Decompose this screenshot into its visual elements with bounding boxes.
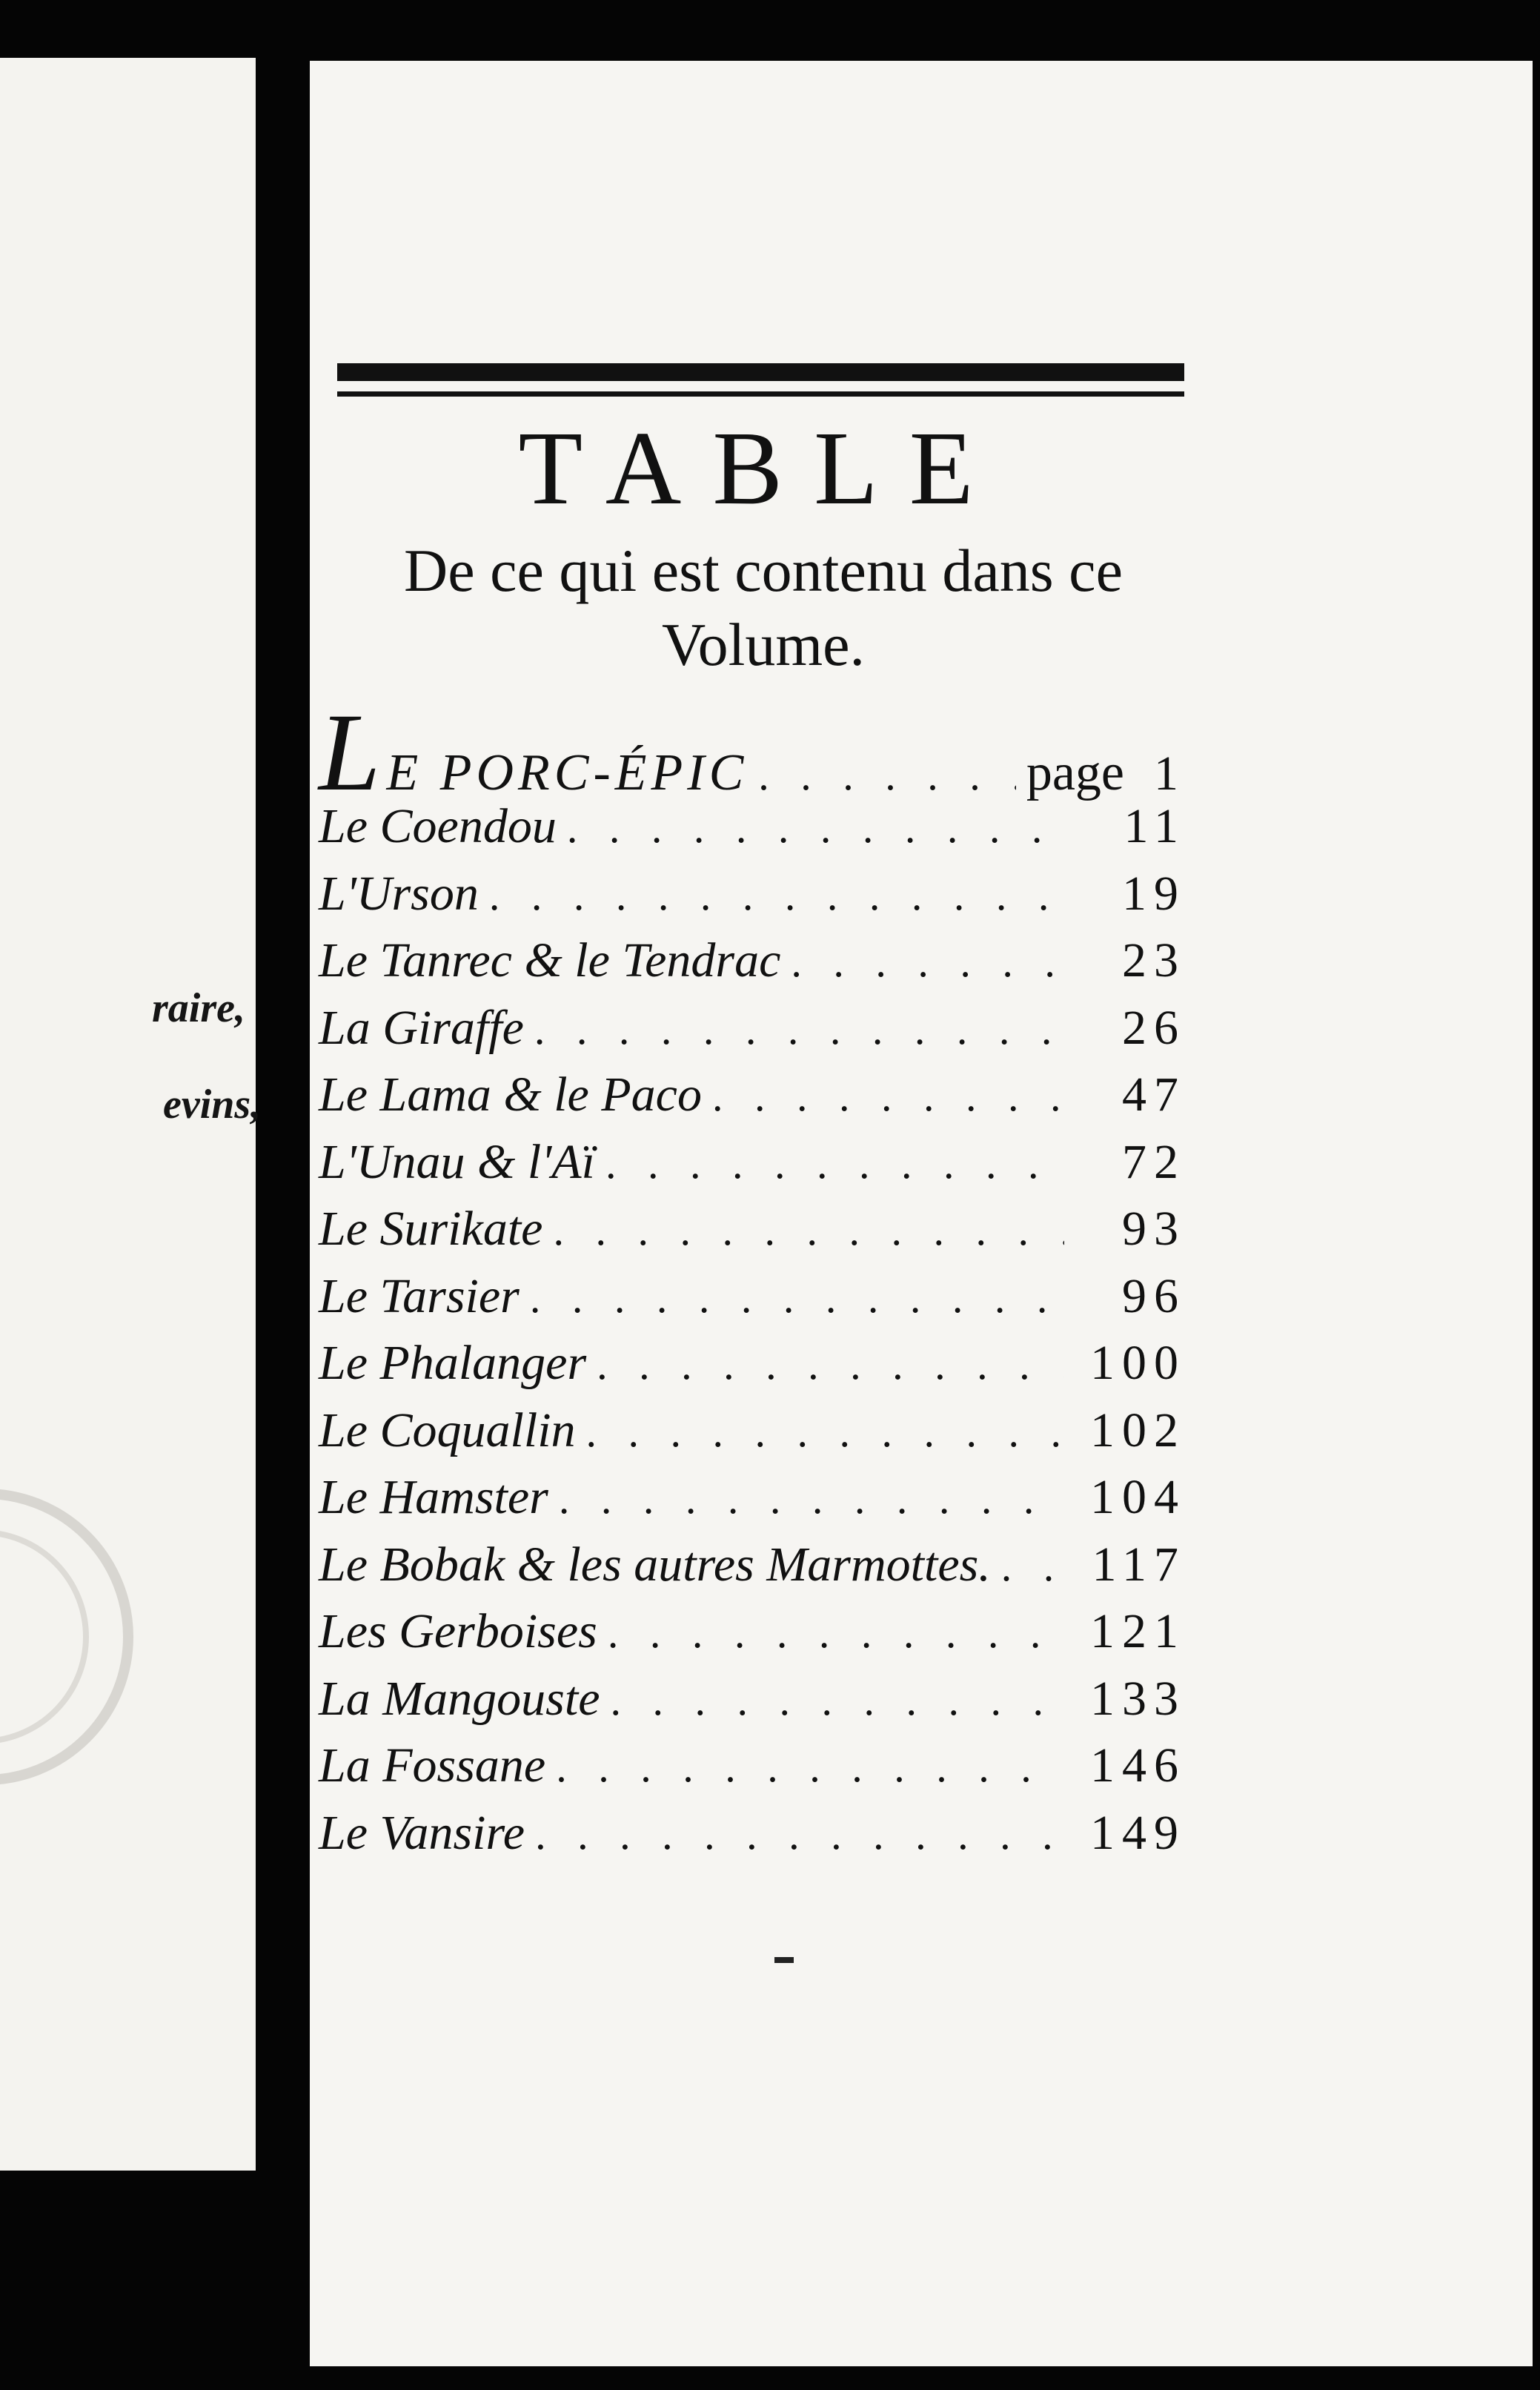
toc-entry — [319, 1330, 1186, 1397]
header-rule-thick — [337, 363, 1184, 381]
toc-entry-page: 146 — [1090, 1738, 1186, 1792]
toc-entry-page: 23 — [1122, 933, 1186, 987]
toc-entry-page: 72 — [1122, 1134, 1186, 1189]
dot-leader — [553, 1197, 1064, 1264]
dot-leader — [712, 1063, 1064, 1130]
drop-cap: L — [319, 691, 381, 814]
dot-leader — [586, 1399, 1064, 1466]
toc-entry-page: 100 — [1090, 1336, 1186, 1390]
toc-entry-name: L'Urson — [319, 866, 479, 921]
subtitle-line-1: De ce qui est contenu dans ce — [404, 537, 1123, 604]
toc-entry-name: Le Vansire — [319, 1805, 525, 1860]
page-word: page — [1026, 744, 1124, 801]
dot-leader — [611, 1667, 1065, 1734]
printer-mark — [774, 1957, 794, 1963]
toc-entry-page: 133 — [1090, 1671, 1186, 1726]
toc-entry-page: 96 — [1122, 1268, 1186, 1323]
toc-entry-name: Le Lama & le Paco — [319, 1067, 702, 1122]
toc-entry — [319, 927, 1186, 995]
toc-entry — [319, 1263, 1186, 1331]
toc-entry-page: 102 — [1090, 1403, 1186, 1457]
previous-page-edge — [0, 58, 262, 2171]
toc-entry-page: 11 — [1124, 799, 1186, 853]
toc-entry-name: E PORC-ÉPIC — [386, 744, 749, 801]
left-text-fragment-2: evins, — [163, 1082, 262, 1128]
dot-leader — [489, 862, 1064, 929]
dot-leader — [597, 1331, 1064, 1398]
dot-leader — [567, 795, 1064, 861]
toc-entry-name: Le Surikate — [319, 1202, 543, 1256]
toc-entry-name: Les Gerboises — [319, 1604, 597, 1658]
toc-entry-name: Le Tanrec & le Tendrac — [319, 933, 781, 987]
header-rule-thin — [337, 391, 1184, 397]
toc-entry-page: 26 — [1122, 1000, 1186, 1055]
toc-entry-name: Le Bobak & les autres Marmottes. — [319, 1537, 991, 1592]
dot-leader — [791, 929, 1064, 996]
dot-leader — [559, 1466, 1064, 1532]
dot-leader — [1001, 1533, 1064, 1600]
toc-entry-page: 93 — [1122, 1202, 1186, 1256]
toc-entry-name: L'Unau & l'Aï — [319, 1134, 595, 1189]
toc-entry-name: Le Hamster — [319, 1470, 548, 1524]
dot-leader — [556, 1734, 1064, 1801]
page-title: TABLE — [518, 409, 1005, 526]
toc-entry-page: 149 — [1090, 1805, 1186, 1860]
toc-entry — [319, 1800, 1186, 1867]
toc-entry-name: Le Coendou — [319, 799, 557, 853]
toc-entry — [319, 995, 1186, 1062]
left-text-fragment-1: raire, — [152, 985, 245, 1031]
toc-entry — [319, 1129, 1186, 1196]
toc-entry — [319, 1532, 1186, 1599]
subtitle-line-2: Volume. — [661, 611, 866, 678]
toc-entry-page: 19 — [1122, 866, 1186, 921]
page-subtitle — [333, 534, 1193, 682]
dot-leader — [534, 996, 1064, 1063]
toc-entry-name: La Fossane — [319, 1738, 546, 1792]
toc-entry — [319, 861, 1186, 928]
dot-leader — [608, 1600, 1064, 1666]
toc-entry-page: 1 — [1154, 747, 1186, 801]
toc-entry — [319, 1732, 1186, 1800]
dot-leader — [535, 1801, 1064, 1868]
dot-leader — [530, 1265, 1064, 1331]
toc-entry — [319, 691, 1186, 814]
toc-entry-page: 121 — [1090, 1604, 1186, 1658]
toc-entry-name: Le Phalanger — [319, 1336, 587, 1390]
toc-entry — [319, 1062, 1186, 1129]
toc-entry — [319, 1196, 1186, 1263]
toc-entry — [319, 1666, 1186, 1733]
toc-entry-page: 117 — [1092, 1537, 1186, 1592]
dot-leader — [605, 1131, 1064, 1197]
toc-entry — [319, 1598, 1186, 1666]
toc-entry-name: Le Tarsier — [319, 1268, 520, 1323]
toc-entry — [319, 793, 1186, 861]
toc-entry-name: La Giraffe — [319, 1000, 524, 1055]
table-of-contents — [319, 691, 1186, 1867]
toc-entry — [319, 1464, 1186, 1532]
toc-entry-page: 104 — [1090, 1470, 1186, 1524]
toc-entry-page: 47 — [1122, 1067, 1186, 1122]
toc-entry-name: La Mangouste — [319, 1671, 600, 1726]
toc-entry-name: Le Coquallin — [319, 1403, 576, 1457]
toc-entry — [319, 1397, 1186, 1465]
